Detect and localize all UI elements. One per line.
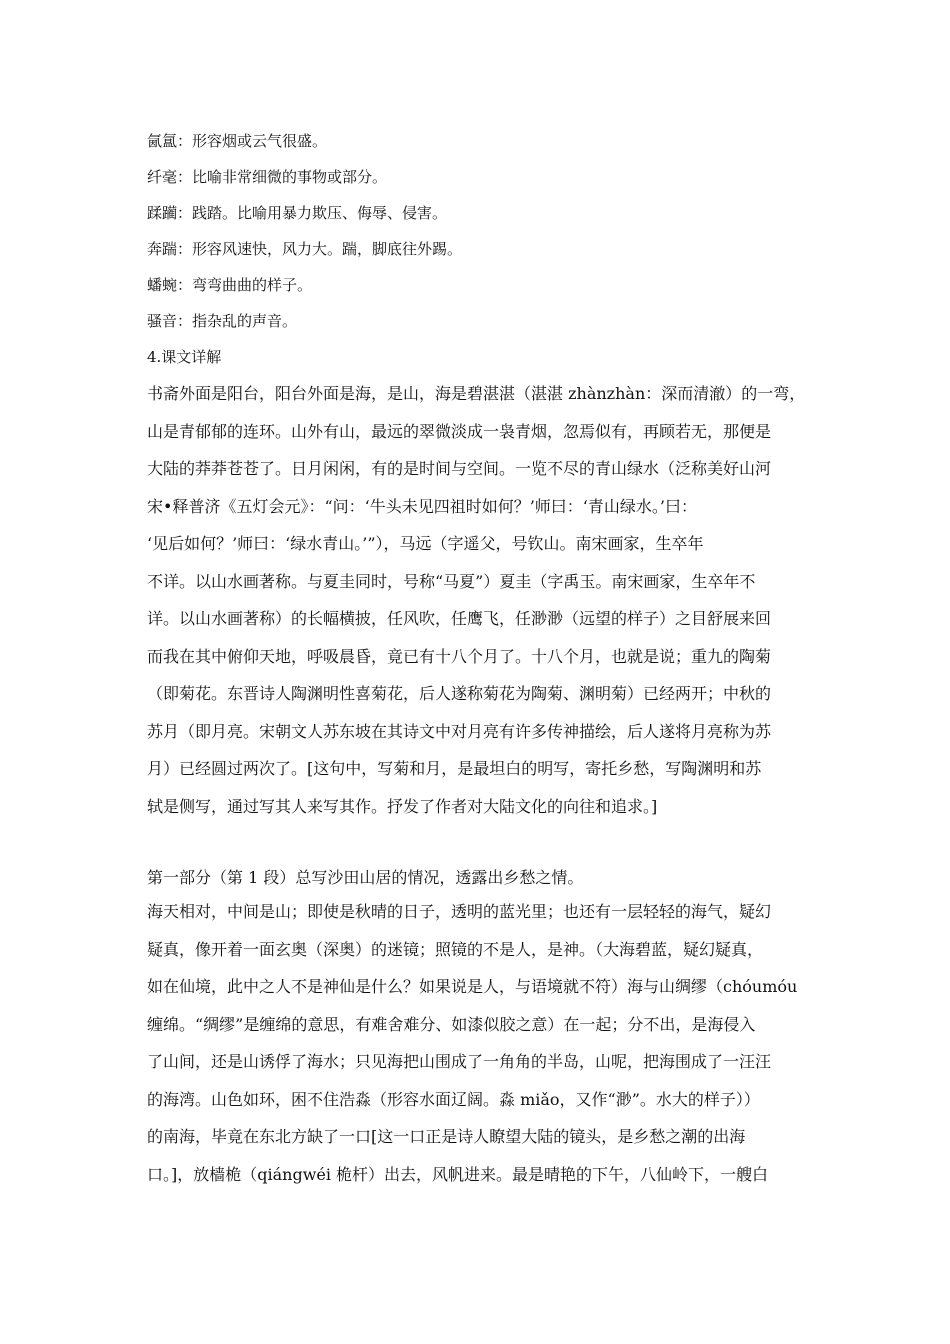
paragraph-line: 缠绵。“绸缪”是缠绵的意思，有难舍难分、如漆似胶之意）在一起；分不出，是海侵入 bbox=[147, 1014, 756, 1034]
vocab-item: 蟠蜿：弯弯曲曲的样子。 bbox=[147, 276, 313, 294]
paragraph-line: 轼是侧写，通过写其人来写其作。抒发了作者对大陆文化的向往和追求。] bbox=[147, 796, 658, 816]
paragraph-line: ‘见后如何？’师曰：‘绿水青山。’”），马远（字遥父，号钦山。南宋画家，生卒年 bbox=[147, 534, 704, 553]
paragraph-line: 月）已经圆过两次了。[这句中，写菊和月，是最坦白的明写，寄托乡愁，写陶渊明和苏 bbox=[147, 759, 762, 778]
vocab-item: 骚音：指杂乱的声音。 bbox=[147, 312, 298, 330]
vocab-item: 纤毫：比喻非常细微的事物或部分。 bbox=[147, 168, 388, 186]
vocab-item: 奔踹：形容风速快，风力大。踹，脚底往外踢。 bbox=[147, 240, 463, 258]
paragraph-line: 疑真，像开着一面玄奥（深奥）的迷镜；照镜的不是人，是神。（大海碧蓝，疑幻疑真， bbox=[147, 939, 764, 959]
paragraph-line: 大陆的莽莽苍苍了。日月闲闲，有的是时间与空间。一览不尽的青山绿水（泛称美好山河 bbox=[147, 459, 772, 478]
part-heading: 第一部分（第 1 段）总写沙田山居的情况，透露出乡愁之情。 bbox=[147, 868, 584, 887]
paragraph-line: 详。以山水画著称）的长幅横披，任风吹，任鹰飞，任渺渺（远望的样子）之目舒展来回 bbox=[147, 609, 772, 628]
paragraph-one bbox=[147, 375, 817, 825]
paragraph-line: 而我在其中俯仰天地，呼吸晨昏，竟已有十八个月了。十八个月，也就是说；重九的陶菊 bbox=[147, 646, 772, 666]
paragraph-line: 不详。以山水画著称。与夏圭同时，号称“马夏”）夏圭（字禹玉。南宋画家，生卒年不 bbox=[147, 571, 756, 591]
paragraph-line: 海天相对，中间是山；即使是秋晴的日子，透明的蓝光里；也还有一层轻轻的海气，疑幻 bbox=[147, 902, 772, 921]
paragraph-line: （即菊花。东晋诗人陶渊明性喜菊花，后人遂称菊花为陶菊、渊明菊）已经两开；中秋的 bbox=[147, 684, 772, 703]
paragraph-line: 的南海，毕竟在东北方缺了一口[这一口正是诗人瞭望大陆的镜头，是乡愁之潮的出海 bbox=[147, 1127, 746, 1146]
vocab-item: 氤氲：形容烟或云气很盛。 bbox=[147, 132, 328, 150]
vocab-item: 蹂躏：践踏。比喻用暴力欺压、侮辱、侵害。 bbox=[147, 204, 448, 222]
paragraph-line: 苏月（即月亮。宋朝文人苏东坡在其诗文中对月亮有许多传神描绘，后人遂将月亮称为苏 bbox=[147, 721, 772, 741]
paragraph-line: 了山间，还是山诱俘了海水；只见海把山围成了一角角的半岛，山呢，把海围成了一汪汪 bbox=[147, 1052, 772, 1071]
paragraph-line: 口。]，放樯桅（qiángwéi 桅杆）出去，风帆进来。最是晴艳的下午，八仙岭下，一艘白 bbox=[147, 1164, 769, 1184]
paragraph-line: 山是青郁郁的连环。山外有山，最远的翠微淡成一袅青烟，忽焉似有，再顾若无，那便是 bbox=[147, 421, 772, 441]
section-title: 4.课文详解 bbox=[147, 348, 222, 366]
paragraph-line: 书斋外面是阳台，阳台外面是海，是山，海是碧湛湛（湛湛 zhànzhàn：深而清澈）的一弯， bbox=[147, 384, 806, 403]
paragraph-line: 如在仙境，此中之人不是神仙是什么？如果说是人，与语境就不符）海与山绸缪（chóumóu bbox=[147, 977, 798, 996]
vocabulary-list bbox=[147, 123, 827, 339]
paragraph-line: 宋•释普济《五灯会元》：“问：‘牛头未见四祖时如何？’师曰：‘青山绿水。’曰： bbox=[147, 496, 697, 516]
paragraph-line: 的海湾。山色如环，困不住浩淼（形容水面辽阔。淼 miǎo，又作“渺”。水大的样子）） bbox=[147, 1089, 760, 1109]
paragraph-two bbox=[147, 893, 817, 1193]
